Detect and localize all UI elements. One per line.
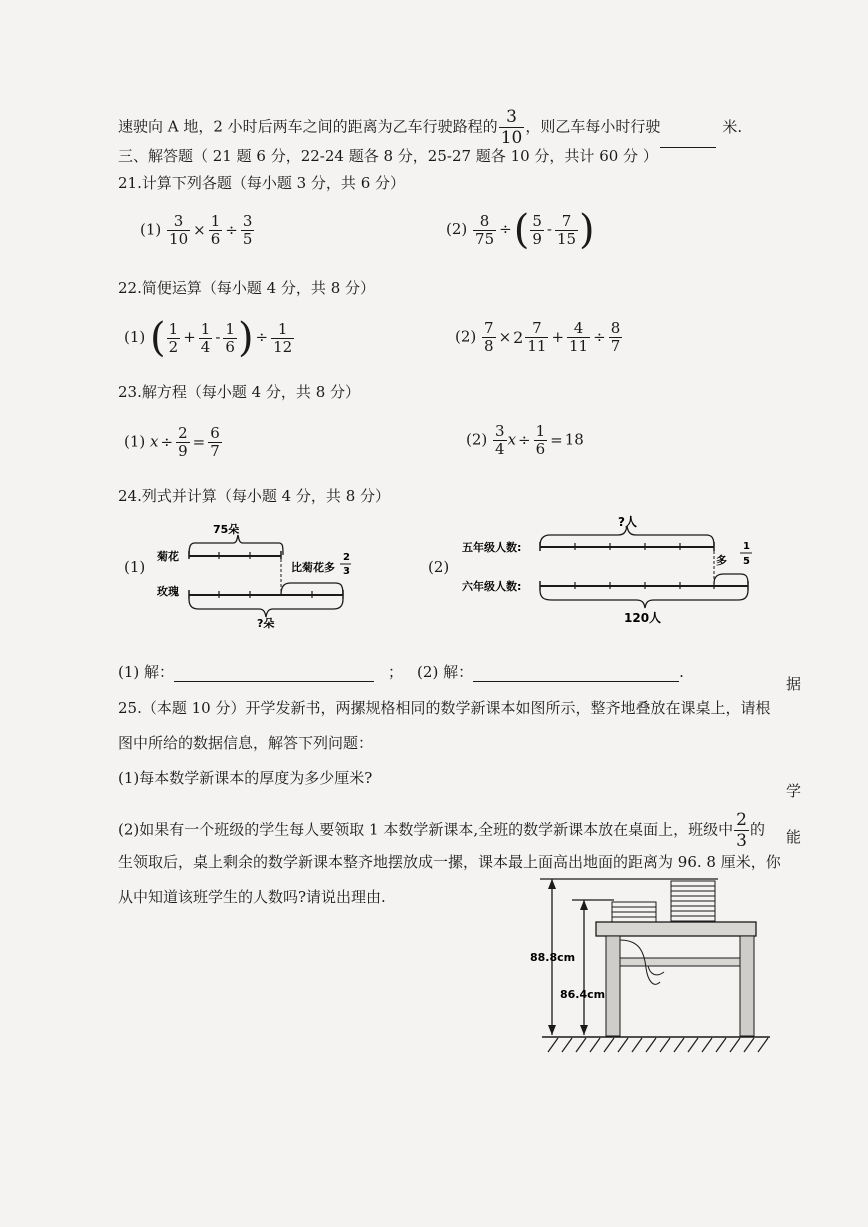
desk <box>596 922 756 1036</box>
q24-p2-label: (2) <box>428 558 450 576</box>
fig-label-864: 86.4cm <box>560 988 606 1001</box>
q21-p1-label: (1) <box>140 220 162 239</box>
q21-p2-label: (2) <box>446 220 468 238</box>
q24-ans1-label: (1) 解： <box>118 663 175 681</box>
q20-unit: 米. <box>722 117 743 136</box>
fraction: $\frac{3}{5}$ <box>242 212 253 248</box>
q25-sub1: (1)每本数学新课本的厚度为多少厘米? <box>118 769 373 787</box>
book-stack-tall <box>671 881 715 921</box>
d2-extra-label: 多 <box>716 554 727 567</box>
q24-ans2-blank[interactable] <box>473 681 679 682</box>
q25-fraction: $\frac{2}{3}$ <box>736 810 747 851</box>
q25-sub2-line2: 生领取后，桌上剩余的数学新课本整齐地摆放成一摞，课本最上面高出地面的距离为 96. 8 厘米，你 <box>118 853 781 871</box>
q20-fraction: $\frac{3}{10}$ <box>500 107 523 148</box>
fraction: $\frac{3}{10}$ <box>169 212 189 248</box>
svg-text:5: 5 <box>743 556 750 567</box>
fraction: $\frac{8}{75}$ <box>475 211 495 248</box>
q24-title: 24.列式并计算（每小题 4 分，共 8 分） <box>118 487 391 505</box>
margin-char-2: 学 <box>786 782 802 800</box>
d2-row1-label: 五年级人数: <box>462 541 522 554</box>
q24-answer-line: (1) 解： ； (2) 解： . <box>118 663 684 681</box>
q23-part2: (2) $\frac{3}{4}$ x ÷ $\frac{1}{6}$ = 18 <box>466 422 584 458</box>
svg-text:1: 1 <box>743 541 750 552</box>
q25-intro-1: 25.（本题 10 分）开学发新书，两摞规格相同的数学新课本如图所示，整齐地叠放在课桌上，请根 <box>118 699 771 717</box>
q20-tail-line <box>118 107 742 148</box>
svg-text:3: 3 <box>343 566 350 577</box>
q23-part1: (1) x ÷ $\frac{2}{9}$ = $\frac{6}{7}$ <box>124 424 220 460</box>
ground-hatching <box>548 1038 768 1052</box>
book-stack-small <box>612 902 656 922</box>
q21-title: 21.计算下列各题（每小题 3 分，共 6 分） <box>118 174 406 192</box>
desk-figure <box>528 870 778 1060</box>
q24-ans1-blank[interactable] <box>174 681 374 682</box>
q24-ans2-label: (2) 解： <box>417 663 474 681</box>
q20-answer-blank[interactable] <box>660 147 716 148</box>
q25-sub2-line1: (2)如果有一个班级的学生每人要领取 1 本数学新课本,全班的数学新课本放在桌面上，班级中 $\frac{2}{3}$ 的 <box>118 810 765 851</box>
q22-part1: (1) ( $\frac{1}{2}$ + $\frac{1}{4}$ - $\frac{1}{6}$ ) ÷ $\frac{1}{12}$ <box>124 315 293 361</box>
d2-top-value: ?人 <box>618 515 637 529</box>
q22-p2-label: (2) <box>455 327 477 346</box>
fraction: $\frac{7}{15}$ <box>556 211 577 248</box>
margin-char-1: 据 <box>786 675 802 693</box>
q24-diagram-2 <box>460 510 760 630</box>
d2-bottom-value: 120人 <box>624 611 662 625</box>
q21-part1: (1) $\frac{3}{10}$ × $\frac{1}{6}$ ÷ $\frac{3}{5}$ <box>140 212 253 248</box>
fraction: $\frac{1}{6}$ <box>210 212 221 248</box>
q23-title: 23.解方程（每小题 4 分，共 8 分） <box>118 383 361 401</box>
d1-bottom-value: ?朵 <box>257 617 275 630</box>
q25-intro-2: 图中所给的数据信息，解答下列问题： <box>118 734 374 752</box>
q22-title: 22.简便运算（每小题 4 分，共 8 分） <box>118 279 376 297</box>
d2-row2-label: 六年级人数: <box>462 580 522 593</box>
d1-extra-label: 比菊花多 <box>291 561 335 574</box>
q22-p1-label: (1) <box>124 328 146 346</box>
q21-part2: (2) $\frac{8}{75}$ ÷( $\frac{5}{9}$ - $\frac{7}{15}$ ) <box>446 207 595 253</box>
d1-row1-label: 菊花 <box>157 550 179 563</box>
q20-text-after: ，则乙车每小时行驶 <box>525 117 661 136</box>
q25-sub2-line3: 从中知道该班学生的人数吗?请说出理由. <box>118 888 386 906</box>
svg-text:2: 2 <box>343 552 350 563</box>
fraction: $\frac{5}{9}$ <box>532 211 542 248</box>
q22-part2: (2) $\frac{7}{8}$ × 2 $\frac{7}{11}$ + $\frac{4}{11}$ ÷ $\frac{8}{7}$ <box>455 319 621 355</box>
margin-char-3: 能 <box>786 828 802 846</box>
fig-label-888: 88.8cm <box>530 951 576 964</box>
section3-header: 三、解答题（ 21 题 6 分，22-24 题各 8 分，25-27 题各 10 分，共计 60 分 ） <box>118 147 658 165</box>
d1-top-value: 75朵 <box>213 523 240 536</box>
q24-diagram-1 <box>155 515 355 630</box>
d1-row2-label: 玫瑰 <box>157 585 179 598</box>
q20-text-before: 速驶向 A 地，2 小时后两车之间的距离为乙车行驶路程的 <box>118 117 498 136</box>
q24-p1-label: (1) <box>124 558 146 576</box>
